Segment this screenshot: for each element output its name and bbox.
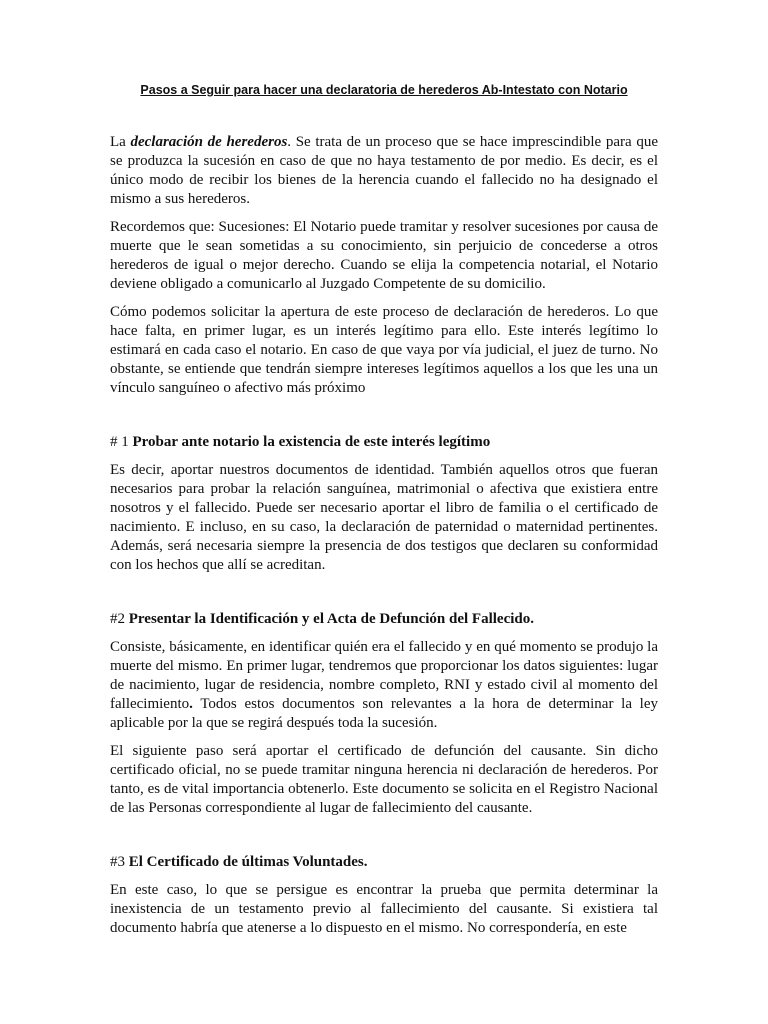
section-3-heading (110, 853, 658, 872)
section-2-p1-dot: . (189, 696, 193, 712)
section-1-paragraph: Es decir, aportar nuestros documentos de identidad. También aquellos otros que fueran necesarios para probar la relación sanguínea, matrimonial o afectiva que existiera entre nosotros y el fallecido. Puede ser necesario aportar el libro de familia o el certificado de nacimiento. E incluso, en su caso, la declaración de paternidad o maternidad pertinentes. Además, será necesaria siempre la presencia de dos testigos que declaren su conformidad con los hechos que allí se acreditan. (110, 462, 658, 573)
section-1-number: # 1 (110, 434, 133, 450)
section-2-title: Presentar la Identificación y el Acta de Defunción del Fallecido. (128, 611, 534, 627)
section-2-p1-b: Todos estos documentos son relevantes a la hora de determinar la ley aplicable por la que se regirá después toda la sucesión. (110, 696, 658, 731)
section-2-paragraph-2: El siguiente paso será aportar el certificado de defunción del causante. Sin dicho certificado oficial, no se puede tramitar ninguna herencia ni declaración de herederos. Por tanto, es de vital importancia obtenerlo. Este documento se solicita en el Registro Nacional de las Personas correspondiente al lugar de fallecimiento del causante. (110, 743, 658, 816)
section-2-paragraph-1 (110, 638, 658, 733)
section-2-p1-a: Consiste, básicamente, en identificar quién era el fallecido y en qué momento se produjo la muerte del mismo. En primer lugar, tendremos que proporcionar los datos siguientes: lugar de nacimiento, lugar de residencia, nombre completo, RNI y estado civil al momento del fallecimiento (110, 639, 658, 712)
intro-paragraph-1 (110, 133, 658, 209)
document-title: Pasos a Seguir para hacer una declaratoria de herederos Ab-Intestato con Notario (140, 83, 628, 97)
section-2-heading (110, 610, 658, 629)
section-3-title: El Certificado de últimas Voluntades. (128, 854, 368, 870)
section-1-heading (110, 433, 658, 452)
section-3-number: #3 (110, 854, 129, 870)
section-2-number: #2 (110, 611, 129, 627)
intro-paragraph-3: Cómo podemos solicitar la apertura de este proceso de declaración de herederos. Lo que hace falta, en primer lugar, es un interés legítimo para ello. Este interés legítimo lo estimará en cada caso el notario. En caso de que vaya por vía judicial, el juez de turno. No obstante, se entiende que tendrán siempre intereses legítimos aquellos a los que les una un vínculo sanguíneo o afectivo más próximo (110, 304, 658, 396)
section-1-title: Probar ante notario la existencia de este interés legítimo (132, 434, 491, 450)
intro-emphasis: declaración de herederos (130, 134, 288, 150)
section-3-paragraph: En este caso, lo que se persigue es encontrar la prueba que permita determinar la inexistencia de un testamento previo al fallecimiento del causante. Si existiera tal documento habría que atenerse a lo dispuesto en el mismo. No correspondería, en este (110, 882, 658, 936)
intro-paragraph-2: Recordemos que: Sucesiones: El Notario puede tramitar y resolver sucesiones por causa de muerte que le sean sometidas a su conocimiento, sin perjuicio de concederse a otros herederos de igual o mejor derecho. Cuando se elija la competencia notarial, el Notario deviene obligado a comunicarlo al Juzgado Competente de su domicilio. (110, 219, 658, 292)
intro-rest: . Se trata de un proceso que se hace imprescindible para que se produzca la sucesión en caso de que no haya testamento de por medio. Es decir, es el único modo de recibir los bienes de la herencia cuando el fallecido no ha designado el mismo a sus herederos. (110, 134, 658, 207)
intro-lead: La (110, 134, 131, 150)
